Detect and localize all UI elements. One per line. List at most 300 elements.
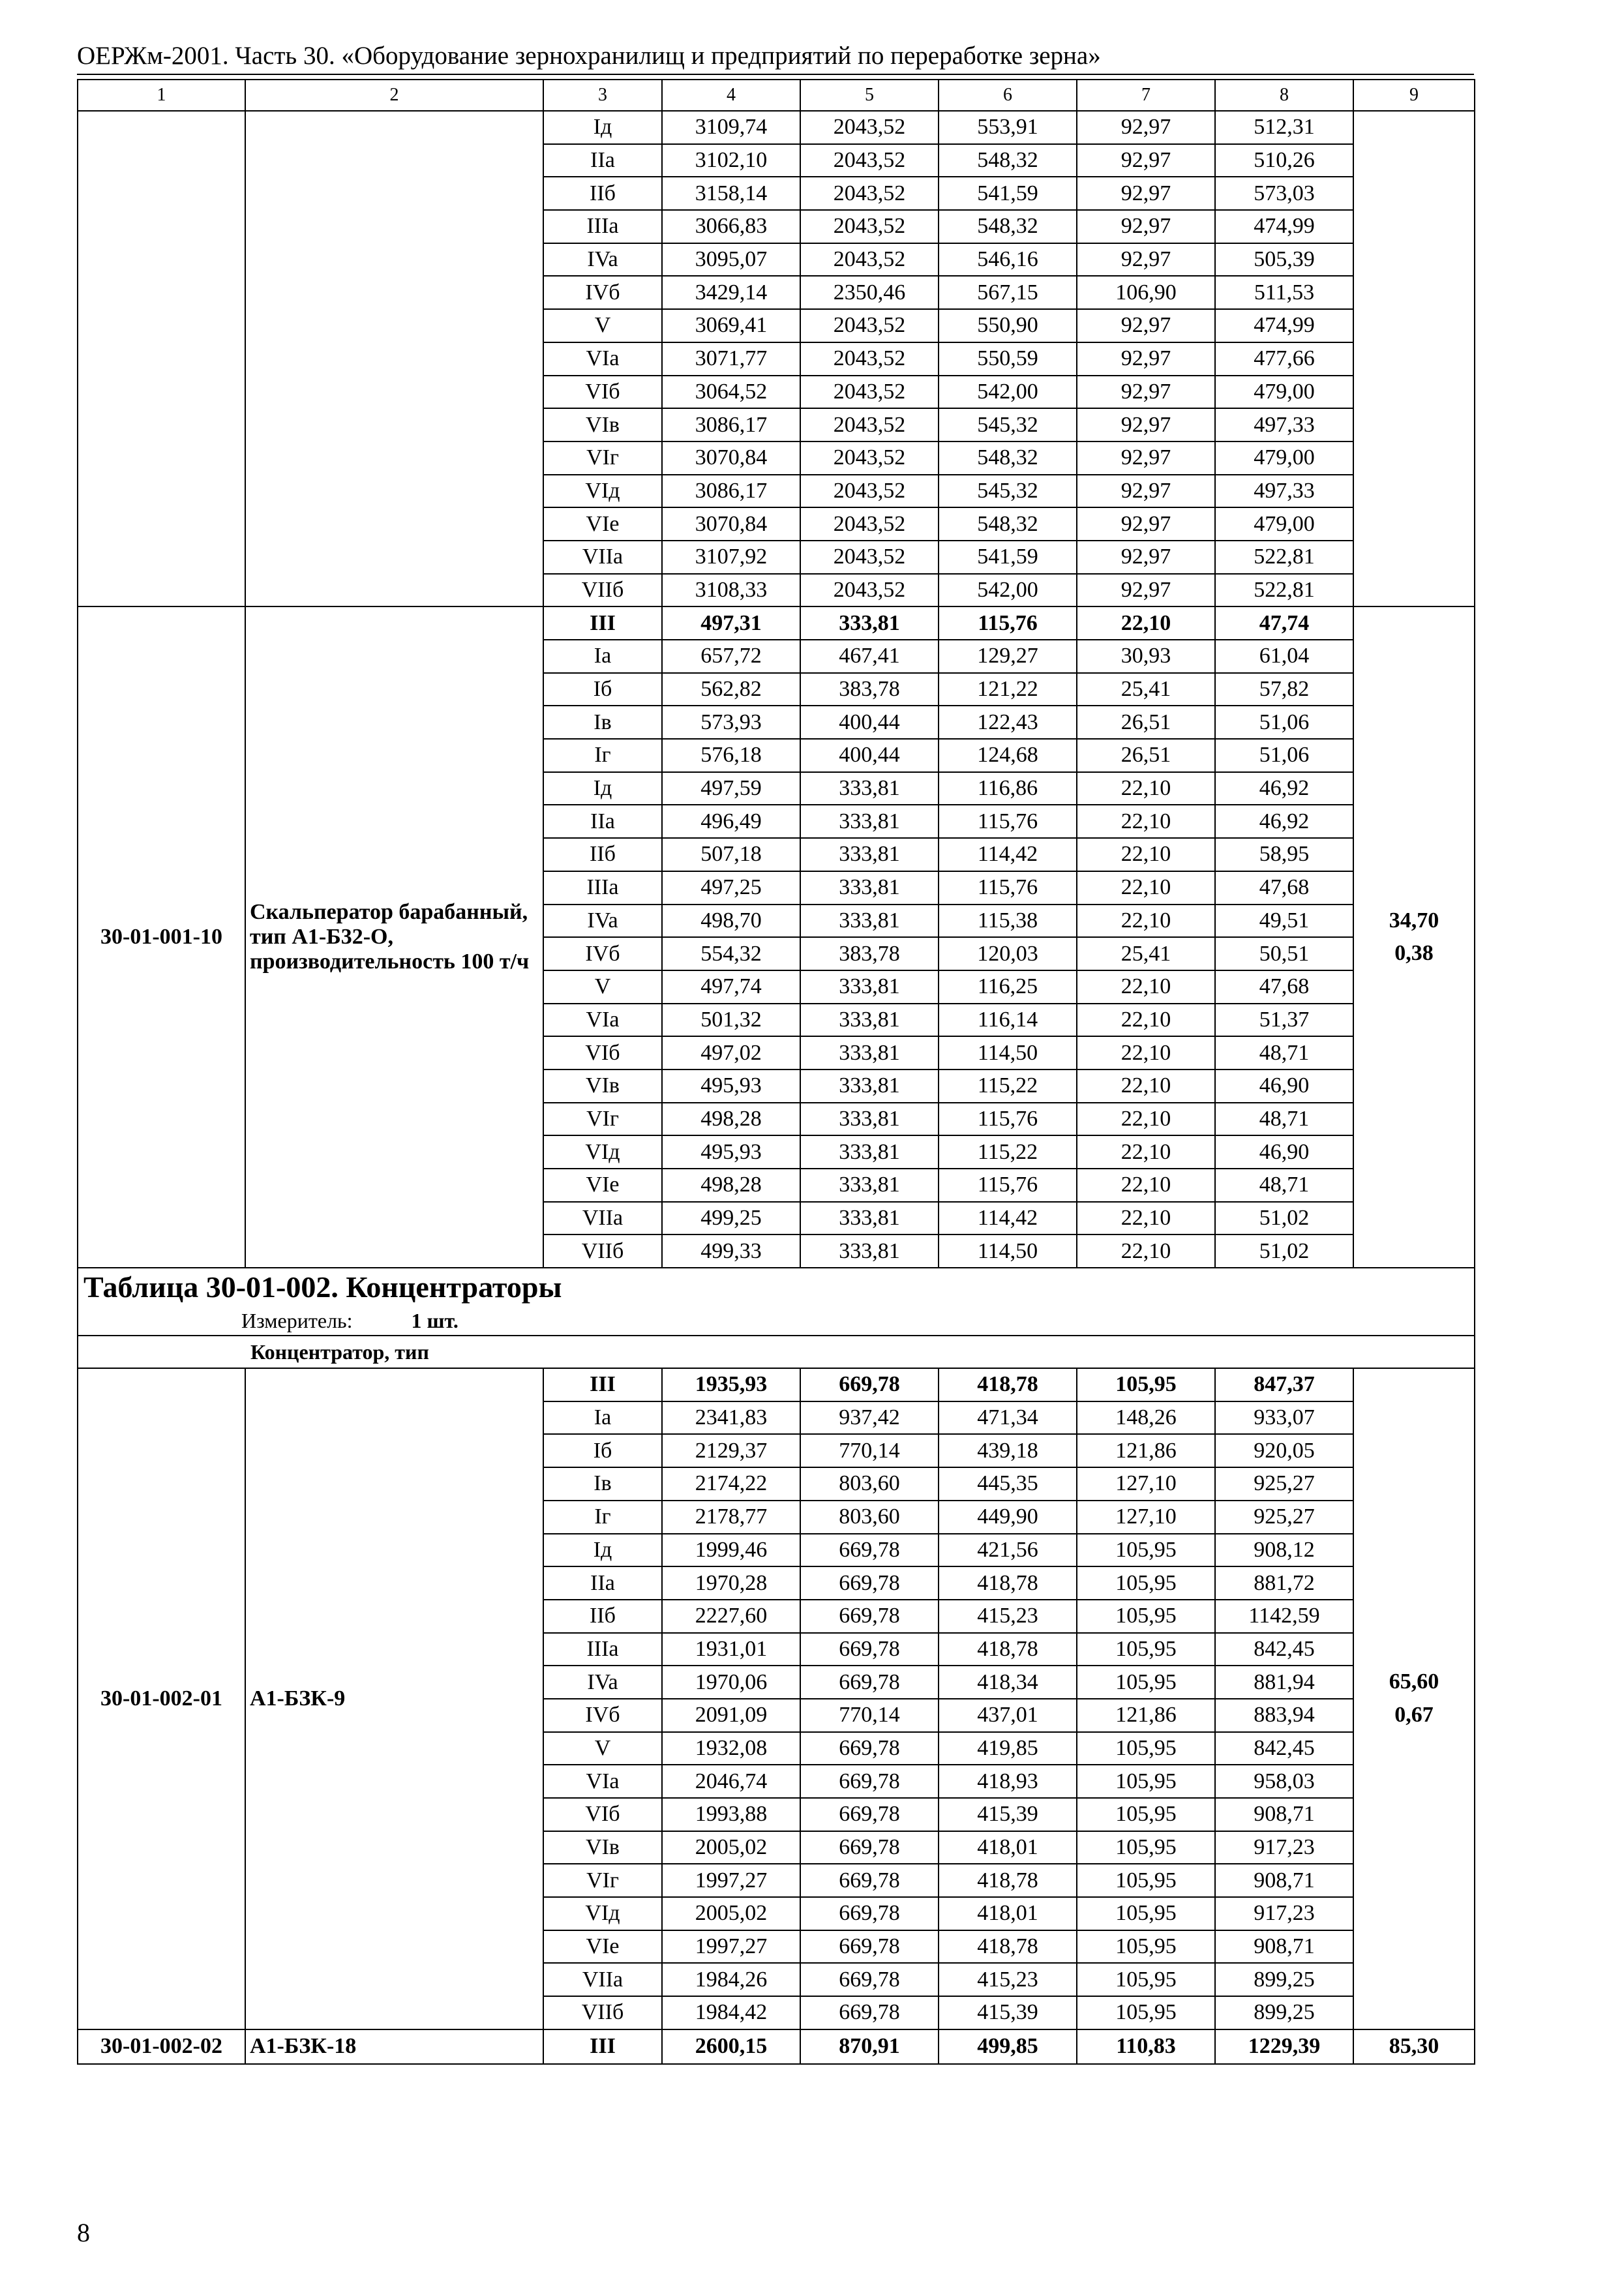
value-cell: 92,97	[1077, 144, 1215, 177]
value-cell: 105,95	[1077, 1798, 1215, 1831]
value-cell: 333,81	[800, 1036, 939, 1070]
value-cell: 418,78	[939, 1633, 1077, 1666]
zone-cell: Iб	[543, 1434, 662, 1467]
value-cell: 61,04	[1215, 640, 1353, 673]
zone-cell: Iд	[543, 1534, 662, 1567]
value-cell: 46,90	[1215, 1135, 1353, 1169]
value-cell: 105,95	[1077, 1566, 1215, 1600]
value-cell: 127,10	[1077, 1501, 1215, 1534]
value-cell: 129,27	[939, 640, 1077, 673]
zone-cell: VIд	[543, 475, 662, 508]
value-cell: 1935,93	[662, 1368, 800, 1401]
value-cell: 1984,42	[662, 1996, 800, 2029]
value-cell: 1931,01	[662, 1633, 800, 1666]
zone-cell: VIв	[543, 1831, 662, 1864]
value-cell: 2046,74	[662, 1765, 800, 1798]
value-cell: 333,81	[800, 805, 939, 838]
value-cell: 92,97	[1077, 408, 1215, 441]
value-cell: 115,76	[939, 1169, 1077, 1202]
value-cell: 511,53	[1215, 276, 1353, 309]
value-cell: 1142,59	[1215, 1600, 1353, 1633]
value-cell: 50,51	[1215, 937, 1353, 970]
value-cell: 958,03	[1215, 1765, 1353, 1798]
rate-description: А1-БЗК-18	[245, 2029, 543, 2064]
zone-cell: V	[543, 1732, 662, 1765]
value-cell: 542,00	[939, 376, 1077, 409]
value-cell: 842,45	[1215, 1732, 1353, 1765]
value-cell: 439,18	[939, 1434, 1077, 1467]
value-cell: 548,32	[939, 441, 1077, 475]
value-cell: 770,14	[800, 1699, 939, 1732]
value-cell: 115,76	[939, 606, 1077, 640]
zone-cell: IVб	[543, 1699, 662, 1732]
value-cell: 499,25	[662, 1202, 800, 1235]
value-cell: 2600,15	[662, 2029, 800, 2064]
zone-cell: IVa	[543, 1666, 662, 1699]
zone-cell: Iд	[543, 772, 662, 805]
value-cell: 669,78	[800, 1534, 939, 1567]
value-cell: 333,81	[800, 1135, 939, 1169]
value-cell: 550,90	[939, 309, 1077, 342]
value-cell: 2091,09	[662, 1699, 800, 1732]
value-cell: 105,95	[1077, 1732, 1215, 1765]
value-cell: 669,78	[800, 1732, 939, 1765]
value-cell: 46,92	[1215, 805, 1353, 838]
value-cell: 770,14	[800, 1434, 939, 1467]
value-cell: 46,92	[1215, 772, 1353, 805]
value-cell: 2043,52	[800, 177, 939, 210]
value-cell: 499,85	[939, 2029, 1077, 2064]
column-number: 2	[245, 80, 543, 111]
value-cell: 121,86	[1077, 1699, 1215, 1732]
value-cell: 546,16	[939, 243, 1077, 277]
zone-cell: IIIa	[543, 1633, 662, 1666]
value-cell: 22,10	[1077, 970, 1215, 1004]
value-cell: 2341,83	[662, 1401, 800, 1435]
value-cell: 510,26	[1215, 144, 1353, 177]
value-cell: 925,27	[1215, 1467, 1353, 1501]
value-cell: 105,95	[1077, 1600, 1215, 1633]
page-header: ОЕРЖм-2001. Часть 30. «Оборудование зернохранилищ и предприятий по переработке зерна»	[77, 42, 1101, 70]
value-cell: 2043,52	[800, 475, 939, 508]
zone-cell: Iг	[543, 739, 662, 772]
value-cell: 2174,22	[662, 1467, 800, 1501]
value-cell: 497,59	[662, 772, 800, 805]
zone-cell: VIд	[543, 1135, 662, 1169]
value-cell: 3429,14	[662, 276, 800, 309]
value-cell: 669,78	[800, 1600, 939, 1633]
value-cell: 545,32	[939, 408, 1077, 441]
value-cell: 58,95	[1215, 838, 1353, 871]
value-cell: 26,51	[1077, 739, 1215, 772]
value-cell: 899,25	[1215, 1963, 1353, 1996]
table-row	[78, 606, 1475, 640]
zone-cell: IIб	[543, 838, 662, 871]
value-cell: 333,81	[800, 1234, 939, 1268]
value-cell: 22,10	[1077, 772, 1215, 805]
value-cell: 474,99	[1215, 210, 1353, 243]
column-number: 6	[939, 80, 1077, 111]
page-number: 8	[77, 2218, 90, 2247]
value-cell: 2129,37	[662, 1434, 800, 1467]
value-cell: 3109,74	[662, 111, 800, 144]
value-cell: 333,81	[800, 772, 939, 805]
value-cell: 105,95	[1077, 1831, 1215, 1864]
value-cell: 542,00	[939, 574, 1077, 607]
value-cell: 121,86	[1077, 1434, 1215, 1467]
zone-cell: VIв	[543, 408, 662, 441]
value-cell: 47,74	[1215, 606, 1353, 640]
value-cell: 127,10	[1077, 1467, 1215, 1501]
column-number: 9	[1353, 80, 1475, 111]
value-cell: 3069,41	[662, 309, 800, 342]
value-cell: 908,71	[1215, 1864, 1353, 1897]
value-cell: 669,78	[800, 1996, 939, 2029]
col9-cell	[1353, 111, 1475, 606]
value-cell: 1984,26	[662, 1963, 800, 1996]
value-cell: 418,01	[939, 1897, 1077, 1930]
value-cell: 908,12	[1215, 1534, 1353, 1567]
value-cell: 883,94	[1215, 1699, 1353, 1732]
value-cell: 22,10	[1077, 1004, 1215, 1037]
rate-code: 30-01-002-01	[78, 1368, 245, 2029]
value-cell: 22,10	[1077, 1070, 1215, 1103]
value-cell: 471,34	[939, 1401, 1077, 1435]
value-cell: 467,41	[800, 640, 939, 673]
zone-cell: VIб	[543, 1798, 662, 1831]
zone-cell: VIe	[543, 507, 662, 541]
value-cell: 333,81	[800, 905, 939, 938]
zone-cell: Iв	[543, 706, 662, 739]
value-cell: 105,95	[1077, 1666, 1215, 1699]
zone-cell: IVб	[543, 276, 662, 309]
value-cell: 1997,27	[662, 1864, 800, 1897]
value-cell: 554,32	[662, 937, 800, 970]
section-title: Таблица 30-01-002. Концентраторы	[78, 1268, 1475, 1306]
value-cell: 22,10	[1077, 606, 1215, 640]
value-cell: 22,10	[1077, 1169, 1215, 1202]
value-cell: 669,78	[800, 1831, 939, 1864]
value-cell: 2043,52	[800, 243, 939, 277]
value-cell: 51,06	[1215, 706, 1353, 739]
value-cell: 48,71	[1215, 1169, 1353, 1202]
zone-cell: Iг	[543, 1501, 662, 1534]
column-number: 8	[1215, 80, 1353, 111]
zone-cell: VIг	[543, 441, 662, 475]
value-cell: 2043,52	[800, 210, 939, 243]
zone-cell: Ia	[543, 1401, 662, 1435]
value-cell: 115,22	[939, 1070, 1077, 1103]
value-cell: 497,74	[662, 970, 800, 1004]
value-cell: 116,86	[939, 772, 1077, 805]
col9-bottom-value: 0,67	[1394, 1702, 1434, 1727]
value-cell: 479,00	[1215, 376, 1353, 409]
table-row	[78, 2029, 1475, 2064]
value-cell: 22,10	[1077, 1036, 1215, 1070]
value-cell: 3158,14	[662, 177, 800, 210]
value-cell: 497,02	[662, 1036, 800, 1070]
value-cell: 1970,06	[662, 1666, 800, 1699]
value-cell: 22,10	[1077, 1234, 1215, 1268]
value-cell: 908,71	[1215, 1798, 1353, 1831]
rates-table	[77, 79, 1475, 2065]
value-cell: 567,15	[939, 276, 1077, 309]
value-cell: 122,43	[939, 706, 1077, 739]
table-row	[78, 111, 1475, 144]
zone-cell: VIe	[543, 1169, 662, 1202]
value-cell: 105,95	[1077, 1996, 1215, 2029]
value-cell: 881,94	[1215, 1666, 1353, 1699]
value-cell: 497,25	[662, 871, 800, 905]
value-cell: 1932,08	[662, 1732, 800, 1765]
value-cell: 3086,17	[662, 475, 800, 508]
value-cell: 114,42	[939, 1202, 1077, 1235]
value-cell: 803,60	[800, 1467, 939, 1501]
value-cell: 669,78	[800, 1864, 939, 1897]
value-cell: 657,72	[662, 640, 800, 673]
subheading: Концентратор, тип	[78, 1336, 1475, 1368]
zone-cell: IIIa	[543, 210, 662, 243]
value-cell: 105,95	[1077, 1368, 1215, 1401]
value-cell: 333,81	[800, 1004, 939, 1037]
zone-cell: IVa	[543, 243, 662, 277]
value-cell: 92,97	[1077, 342, 1215, 376]
zone-cell: V	[543, 309, 662, 342]
value-cell: 22,10	[1077, 905, 1215, 938]
value-cell: 2005,02	[662, 1831, 800, 1864]
value-cell: 2043,52	[800, 309, 939, 342]
value-cell: 333,81	[800, 1103, 939, 1136]
value-cell: 498,70	[662, 905, 800, 938]
value-cell: 115,76	[939, 1103, 1077, 1136]
value-cell: 498,28	[662, 1103, 800, 1136]
col9-cell	[1353, 2029, 1475, 2064]
value-cell: 114,42	[939, 838, 1077, 871]
value-cell: 497,33	[1215, 408, 1353, 441]
zone-cell: VIб	[543, 376, 662, 409]
value-cell: 26,51	[1077, 706, 1215, 739]
zone-cell: VIa	[543, 1004, 662, 1037]
value-cell: 3070,84	[662, 441, 800, 475]
value-cell: 2005,02	[662, 1897, 800, 1930]
value-cell: 917,23	[1215, 1831, 1353, 1864]
rate-description: Скальператор барабанный, тип А1-Б32-О, производительность 100 т/ч	[245, 606, 543, 1268]
zone-cell: VIa	[543, 342, 662, 376]
zone-cell: VIIб	[543, 1234, 662, 1268]
value-cell: 937,42	[800, 1401, 939, 1435]
value-cell: 92,97	[1077, 441, 1215, 475]
value-cell: 92,97	[1077, 507, 1215, 541]
zone-cell: IIa	[543, 1566, 662, 1600]
zone-cell: IIб	[543, 1600, 662, 1633]
value-cell: 669,78	[800, 1368, 939, 1401]
value-cell: 400,44	[800, 739, 939, 772]
value-cell: 445,35	[939, 1467, 1077, 1501]
value-cell: 505,39	[1215, 243, 1353, 277]
value-cell: 541,59	[939, 541, 1077, 574]
subheading-row	[78, 1336, 1475, 1368]
col9-top-value: 85,30	[1389, 2033, 1439, 2058]
table-row	[78, 1368, 1475, 1401]
measure-value: 1 шт.	[411, 1308, 459, 1332]
value-cell: 115,76	[939, 871, 1077, 905]
value-cell: 550,59	[939, 342, 1077, 376]
value-cell: 25,41	[1077, 673, 1215, 706]
value-cell: 479,00	[1215, 507, 1353, 541]
col9-top-value: 34,70	[1389, 908, 1439, 933]
value-cell: 497,33	[1215, 475, 1353, 508]
value-cell: 499,33	[662, 1234, 800, 1268]
value-cell: 3095,07	[662, 243, 800, 277]
value-cell: 2227,60	[662, 1600, 800, 1633]
zone-cell: IIa	[543, 144, 662, 177]
value-cell: 22,10	[1077, 1202, 1215, 1235]
value-cell: 92,97	[1077, 475, 1215, 508]
value-cell: 105,95	[1077, 1633, 1215, 1666]
value-cell: 2043,52	[800, 574, 939, 607]
value-cell: 512,31	[1215, 111, 1353, 144]
value-cell: 105,95	[1077, 1897, 1215, 1930]
value-cell: 669,78	[800, 1897, 939, 1930]
value-cell: 669,78	[800, 1930, 939, 1964]
value-cell: 51,37	[1215, 1004, 1353, 1037]
zone-cell: VIг	[543, 1864, 662, 1897]
value-cell: 92,97	[1077, 541, 1215, 574]
value-cell: 548,32	[939, 144, 1077, 177]
value-cell: 2043,52	[800, 541, 939, 574]
value-cell: 3108,33	[662, 574, 800, 607]
value-cell: 2043,52	[800, 408, 939, 441]
value-cell: 116,25	[939, 970, 1077, 1004]
zone-cell: IIa	[543, 805, 662, 838]
zone-cell: VIIa	[543, 1963, 662, 1996]
value-cell: 669,78	[800, 1566, 939, 1600]
value-cell: 3070,84	[662, 507, 800, 541]
value-cell: 383,78	[800, 937, 939, 970]
value-cell: 847,37	[1215, 1368, 1353, 1401]
column-number: 5	[800, 80, 939, 111]
section-title-row	[78, 1268, 1475, 1306]
zone-cell: VIг	[543, 1103, 662, 1136]
value-cell: 545,32	[939, 475, 1077, 508]
value-cell: 495,93	[662, 1135, 800, 1169]
value-cell: 92,97	[1077, 243, 1215, 277]
value-cell: 51,02	[1215, 1202, 1353, 1235]
value-cell: 3107,92	[662, 541, 800, 574]
zone-cell: III	[543, 2029, 662, 2064]
measure-cell	[78, 1306, 1475, 1336]
value-cell: 419,85	[939, 1732, 1077, 1765]
zone-cell: III	[543, 1368, 662, 1401]
value-cell: 2178,77	[662, 1501, 800, 1534]
value-cell: 47,68	[1215, 871, 1353, 905]
measure-label: Измеритель:	[241, 1308, 353, 1332]
value-cell: 30,93	[1077, 640, 1215, 673]
value-cell: 449,90	[939, 1501, 1077, 1534]
zone-cell: IVб	[543, 937, 662, 970]
value-cell: 1999,46	[662, 1534, 800, 1567]
value-cell: 803,60	[800, 1501, 939, 1534]
value-cell: 917,23	[1215, 1897, 1353, 1930]
value-cell: 920,05	[1215, 1434, 1353, 1467]
value-cell: 548,32	[939, 507, 1077, 541]
value-cell: 415,39	[939, 1996, 1077, 2029]
value-cell: 415,23	[939, 1963, 1077, 1996]
value-cell: 418,78	[939, 1930, 1077, 1964]
value-cell: 114,50	[939, 1036, 1077, 1070]
value-cell: 92,97	[1077, 309, 1215, 342]
value-cell: 148,26	[1077, 1401, 1215, 1435]
value-cell: 105,95	[1077, 1963, 1215, 1996]
value-cell: 2043,52	[800, 111, 939, 144]
zone-cell: VIe	[543, 1930, 662, 1964]
value-cell: 22,10	[1077, 1135, 1215, 1169]
value-cell: 115,38	[939, 905, 1077, 938]
value-cell: 1229,39	[1215, 2029, 1353, 2064]
value-cell: 925,27	[1215, 1501, 1353, 1534]
rate-code: 30-01-001-10	[78, 606, 245, 1268]
value-cell: 418,78	[939, 1864, 1077, 1897]
value-cell: 437,01	[939, 1699, 1077, 1732]
value-cell: 415,23	[939, 1600, 1077, 1633]
value-cell: 669,78	[800, 1963, 939, 1996]
value-cell: 3071,77	[662, 342, 800, 376]
value-cell: 1970,28	[662, 1566, 800, 1600]
value-cell: 908,71	[1215, 1930, 1353, 1964]
rate-description	[245, 111, 543, 606]
zone-cell: Iб	[543, 673, 662, 706]
value-cell: 3066,83	[662, 210, 800, 243]
value-cell: 333,81	[800, 606, 939, 640]
value-cell: 22,10	[1077, 871, 1215, 905]
rate-description: А1-БЗК-9	[245, 1368, 543, 2029]
value-cell: 48,71	[1215, 1036, 1353, 1070]
value-cell: 501,32	[662, 1004, 800, 1037]
value-cell: 92,97	[1077, 210, 1215, 243]
value-cell: 842,45	[1215, 1633, 1353, 1666]
value-cell: 1997,27	[662, 1930, 800, 1964]
value-cell: 49,51	[1215, 905, 1353, 938]
value-cell: 498,28	[662, 1169, 800, 1202]
value-cell: 669,78	[800, 1666, 939, 1699]
value-cell: 105,95	[1077, 1864, 1215, 1897]
col9-cell	[1353, 606, 1475, 1268]
header-rule	[77, 74, 1474, 75]
zone-cell: VIa	[543, 1765, 662, 1798]
value-cell: 333,81	[800, 871, 939, 905]
column-number: 1	[78, 80, 245, 111]
value-cell: 48,71	[1215, 1103, 1353, 1136]
value-cell: 496,49	[662, 805, 800, 838]
value-cell: 3064,52	[662, 376, 800, 409]
zone-cell: IVa	[543, 905, 662, 938]
column-number: 7	[1077, 80, 1215, 111]
value-cell: 106,90	[1077, 276, 1215, 309]
value-cell: 548,32	[939, 210, 1077, 243]
value-cell: 57,82	[1215, 673, 1353, 706]
value-cell: 3102,10	[662, 144, 800, 177]
value-cell: 522,81	[1215, 541, 1353, 574]
value-cell: 114,50	[939, 1234, 1077, 1268]
col9-cell	[1353, 1368, 1475, 2029]
zone-cell: VIIa	[543, 541, 662, 574]
value-cell: 105,95	[1077, 1930, 1215, 1964]
zone-cell: Iв	[543, 1467, 662, 1501]
zone-cell: Iд	[543, 111, 662, 144]
value-cell: 25,41	[1077, 937, 1215, 970]
value-cell: 497,31	[662, 606, 800, 640]
value-cell: 669,78	[800, 1798, 939, 1831]
